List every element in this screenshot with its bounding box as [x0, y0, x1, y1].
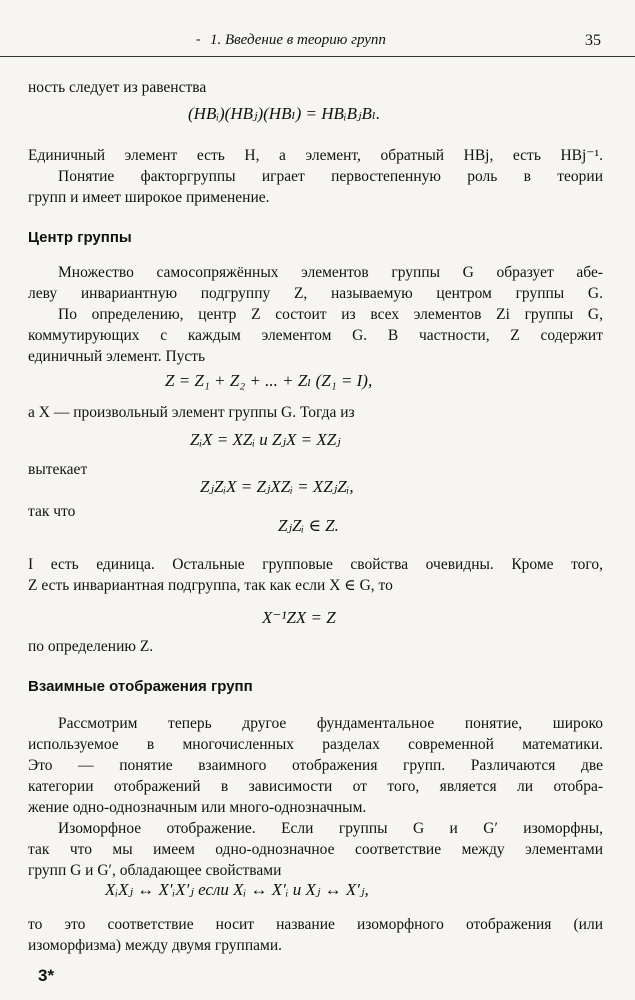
text-line: Понятие факторгруппы играет первостепенную роль в теории — [58, 168, 603, 185]
text-line: коммутирующих с каждым элементом G. В частности, Z содержит — [28, 327, 603, 344]
equation: (HBᵢ)(HBⱼ)(HBₗ) = HBᵢBⱼBₗ. — [188, 104, 381, 123]
equation: ZᵢX = XZᵢ и ZⱼX = XZⱼ — [190, 430, 341, 449]
header-dash: - — [196, 32, 201, 47]
text-line: то это соответствие носит название изоморфного отображения (или — [28, 916, 603, 933]
text-line: групп и имеет широкое применение. — [28, 189, 270, 206]
text-line: По определению, центр Z состоит из всех элементов Zi группы G, — [58, 306, 603, 323]
text-line: единичный элемент. Пусть — [28, 348, 206, 365]
text-line: Единичный элемент есть H, а элемент, обратный HBj, есть HBj⁻¹. — [28, 147, 603, 164]
text-line: Рассмотрим теперь другое фундаментальное понятие, широко — [58, 715, 603, 732]
page-number: 35 — [585, 32, 601, 49]
section-heading: Центр группы — [28, 229, 132, 246]
text-line: а X — произвольный элемент группы G. Тогда из — [28, 404, 355, 421]
text-line: групп G и G′, обладающее свойствами — [28, 862, 282, 879]
signature-mark: 3* — [38, 966, 55, 985]
running-header — [0, 28, 635, 57]
text-line: Z есть инвариантная подгруппа, так как если X ∈ G, то — [28, 577, 393, 594]
section-heading: Взаимные отображения групп — [28, 678, 253, 695]
text-line: вытекает — [28, 461, 88, 478]
text-line: так что мы имеем одно-однозначное соответствие между элементами — [28, 841, 603, 858]
equation: X⁻¹ZX = Z — [262, 608, 336, 627]
text-line: леву инвариантную подгруппу Z, называемую центром группы G. — [28, 285, 603, 302]
equation: ZⱼZᵢX = ZⱼXZᵢ = XZⱼZᵢ, — [200, 477, 354, 496]
text-line: ность следует из равенства — [28, 79, 207, 96]
text-line: по определению Z. — [28, 638, 154, 655]
equation: Z = Z₁ + Z₂ + ... + Zₗ (Z₁ = I), — [165, 371, 373, 390]
chapter-title: 1. Введение в теорию групп — [210, 32, 386, 48]
text-line: жение одно-однозначным или много-однозначным. — [28, 799, 367, 816]
text-line: Это — понятие взаимного отображения групп. Различаются две — [28, 757, 603, 774]
text-line: I есть единица. Остальные групповые свойства очевидны. Кроме того, — [28, 556, 603, 573]
equation: ZⱼZᵢ ∈ Z. — [278, 516, 339, 535]
text-line: категории отображений в зависимости от того, является ли отобра- — [28, 778, 603, 795]
text-line: Изоморфное отображение. Если группы G и G′ изоморфны, — [58, 820, 603, 837]
text-line: используемое в многочисленных разделах современной математики. — [28, 736, 603, 753]
text-line: так что — [28, 503, 76, 520]
text-line: изоморфизма) между двумя группами. — [28, 937, 282, 954]
text-line: Множество самосопряжённых элементов группы G образует абе- — [58, 264, 603, 281]
equation: XᵢXⱼ ↔ X′ᵢX′ⱼ если Xᵢ ↔ X′ᵢ и Xⱼ ↔ X′ⱼ, — [105, 880, 369, 899]
